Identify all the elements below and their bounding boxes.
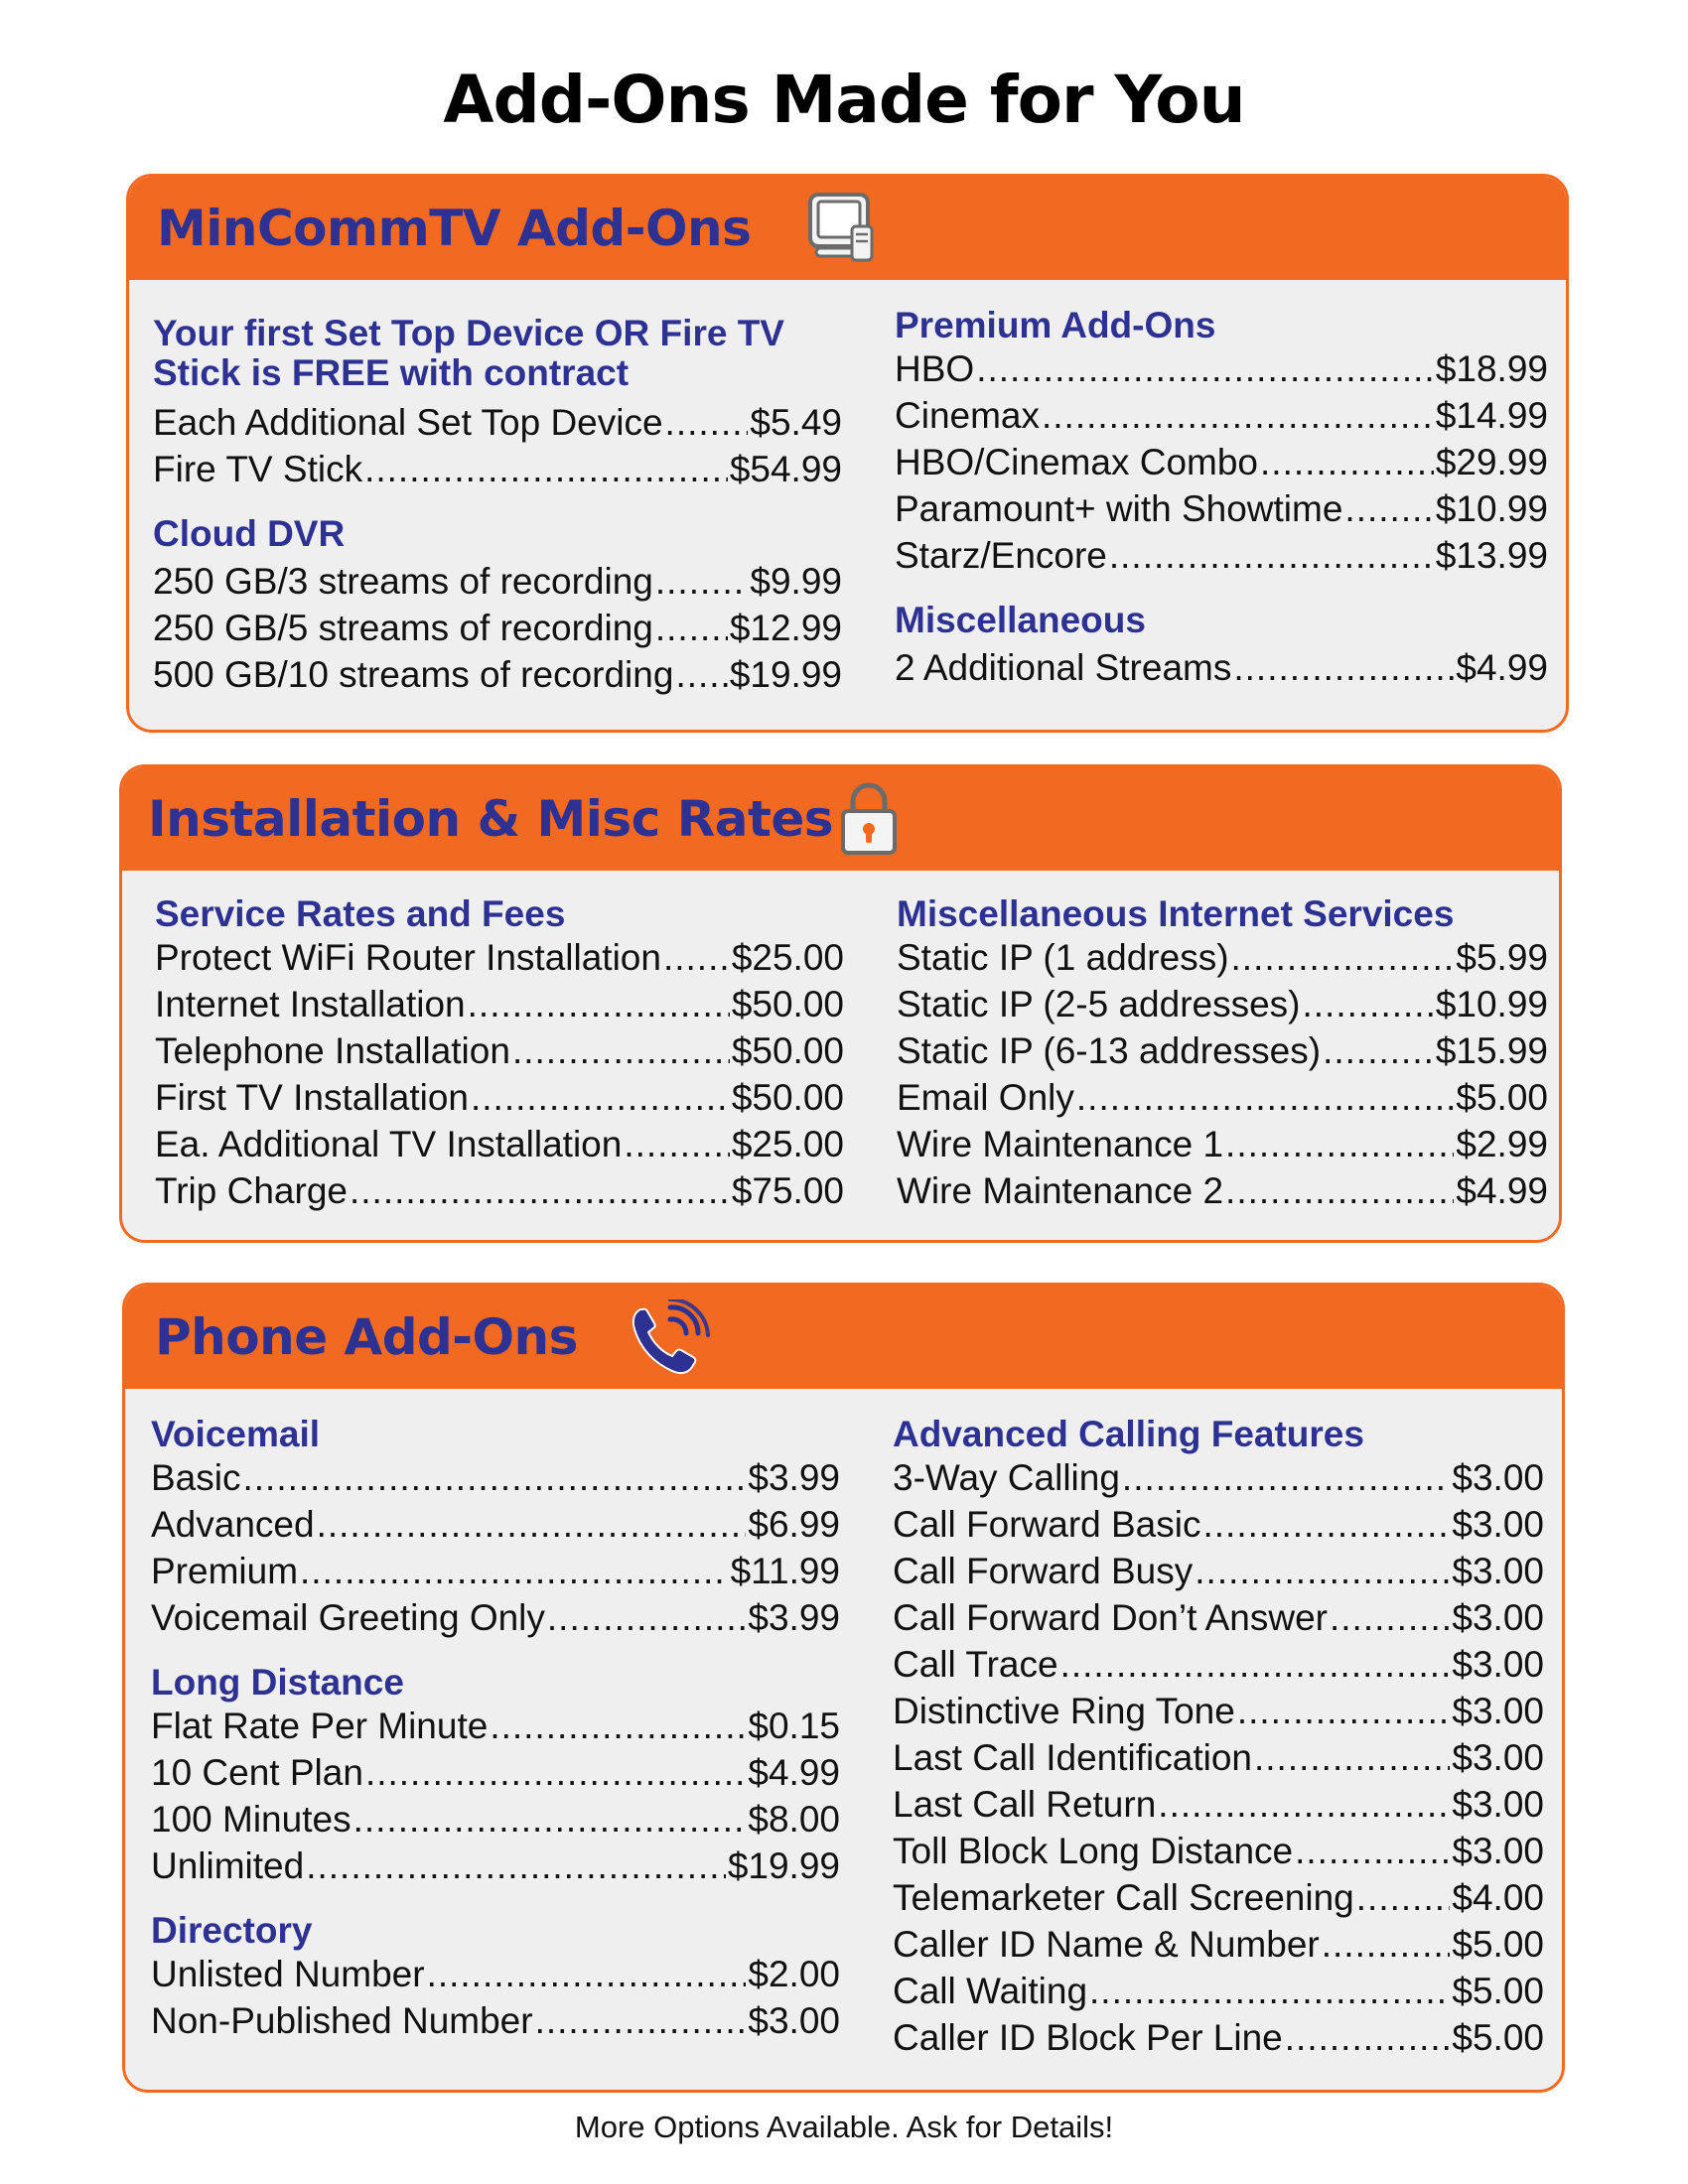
- price-row: [151, 1796, 840, 1843]
- price-row: [151, 1454, 840, 1501]
- price-row: [897, 1074, 1548, 1121]
- price-row: [897, 1121, 1548, 1167]
- item-price: $4.99: [1456, 647, 1548, 688]
- installation-card: [119, 764, 1562, 1243]
- price-row: [893, 1781, 1544, 1828]
- item-price: $3.00: [1452, 1504, 1544, 1545]
- long-distance-heading: Long Distance: [151, 1662, 404, 1703]
- item-label: HBO/Cinemax Combo: [895, 442, 1259, 482]
- item-label: Flat Rate Per Minute: [151, 1706, 489, 1746]
- item-label: Call Forward Don’t Answer: [893, 1597, 1328, 1638]
- price-row: [151, 1501, 840, 1548]
- item-label: 10 Cent Plan: [151, 1752, 363, 1793]
- miscellaneous-heading: Miscellaneous: [895, 600, 1146, 640]
- price-row: [155, 934, 844, 981]
- item-price: $3.00: [1452, 1457, 1544, 1498]
- item-price: $9.99: [750, 561, 842, 602]
- advanced-calling-heading: Advanced Calling Features: [893, 1414, 1364, 1454]
- item-label: Last Call Return: [893, 1784, 1157, 1825]
- item-price: $15.99: [1435, 1030, 1548, 1071]
- item-price: $29.99: [1435, 442, 1548, 482]
- item-label: Basic: [151, 1457, 241, 1498]
- item-price: $4.99: [1456, 1170, 1548, 1211]
- item-label: Unlimited: [151, 1845, 305, 1886]
- price-row: [895, 392, 1548, 439]
- price-row: [895, 532, 1548, 579]
- price-row: [893, 1921, 1544, 1968]
- price-row: [151, 1703, 840, 1749]
- item-price: $3.99: [748, 1457, 840, 1498]
- price-row: [155, 1167, 844, 1214]
- padlock-icon: [839, 779, 899, 864]
- item-label: Distinctive Ring Tone: [893, 1691, 1235, 1731]
- service-rates-heading: Service Rates and Fees: [155, 893, 566, 934]
- item-label: Call Forward Basic: [893, 1504, 1201, 1545]
- premium-addons-heading: Premium Add-Ons: [895, 305, 1216, 345]
- phone-ringing-icon: [627, 1299, 710, 1384]
- item-price: $5.00: [1452, 2017, 1544, 2058]
- item-price: $25.00: [731, 937, 844, 978]
- item-label: 2 Additional Streams: [895, 647, 1232, 688]
- item-label: Advanced: [151, 1504, 315, 1545]
- item-label: Voicemail Greeting Only: [151, 1597, 545, 1638]
- tv-addons-card: [126, 174, 1569, 733]
- item-price: $2.99: [1456, 1124, 1548, 1164]
- item-label: Cinemax: [895, 395, 1040, 436]
- price-row: [893, 1734, 1544, 1781]
- item-price: $3.00: [1452, 1737, 1544, 1778]
- price-row: [897, 934, 1548, 981]
- price-row: [151, 1843, 840, 1889]
- footer-note: More Options Available. Ask for Details!: [574, 2110, 1114, 2144]
- item-label: Internet Installation: [155, 984, 466, 1024]
- item-price: $25.00: [731, 1124, 844, 1164]
- item-label: Protect WiFi Router Installation: [155, 937, 661, 978]
- price-row: [893, 1874, 1544, 1921]
- item-label: Static IP (2-5 addresses): [897, 984, 1301, 1024]
- item-label: Paramount+ with Showtime: [895, 488, 1343, 529]
- item-price: $50.00: [731, 984, 844, 1024]
- item-price: $50.00: [731, 1077, 844, 1118]
- tv-left-column: [153, 314, 842, 698]
- item-price: $3.00: [1452, 1831, 1544, 1871]
- item-label: Telephone Installation: [155, 1030, 510, 1071]
- item-label: Email Only: [897, 1077, 1074, 1118]
- price-row: [151, 1749, 840, 1796]
- item-price: $8.00: [748, 1799, 840, 1840]
- item-price: $18.99: [1435, 348, 1548, 389]
- install-left-column: [155, 894, 844, 1214]
- phone-addons-title: Phone Add-Ons: [155, 1308, 578, 1366]
- misc-internet-heading: Miscellaneous Internet Services: [897, 893, 1455, 934]
- item-label: Static IP (6-13 addresses): [897, 1030, 1322, 1071]
- item-label: 3-Way Calling: [893, 1457, 1120, 1498]
- price-row: [155, 1074, 844, 1121]
- item-price: $3.00: [1452, 1597, 1544, 1638]
- item-price: $5.99: [1456, 937, 1548, 978]
- item-price: $4.00: [1452, 1877, 1544, 1918]
- item-price: $75.00: [731, 1170, 844, 1211]
- tv-monitor-icon: [804, 189, 882, 273]
- price-row: [155, 1121, 844, 1167]
- item-price: $0.15: [748, 1706, 840, 1746]
- page-title: Add-Ons Made for You: [443, 62, 1245, 138]
- phone-left-column: [151, 1415, 840, 2044]
- tv-right-column: [895, 306, 1548, 691]
- price-row: [153, 605, 842, 651]
- item-price: $50.00: [731, 1030, 844, 1071]
- price-row: [893, 1968, 1544, 2014]
- price-row: [895, 345, 1548, 392]
- price-row: [155, 1027, 844, 1074]
- voicemail-heading: Voicemail: [151, 1414, 321, 1454]
- price-row: [151, 1997, 840, 2044]
- item-label: 250 GB/3 streams of recording: [153, 561, 653, 602]
- install-right-column: [897, 894, 1548, 1214]
- item-price: $12.99: [729, 608, 842, 648]
- price-row: [897, 1027, 1548, 1074]
- item-label: Static IP (1 address): [897, 937, 1229, 978]
- phone-addons-card: [122, 1283, 1565, 2093]
- item-label: Wire Maintenance 2: [897, 1170, 1224, 1211]
- item-label: Call Trace: [893, 1644, 1058, 1685]
- item-price: $11.99: [730, 1551, 840, 1591]
- directory-heading: Directory: [151, 1910, 313, 1951]
- item-label: 500 GB/10 streams of recording: [153, 654, 674, 695]
- item-price: $54.99: [729, 449, 842, 489]
- item-label: Caller ID Block Per Line: [893, 2017, 1283, 2058]
- item-label: Fire TV Stick: [153, 449, 363, 489]
- item-price: $5.00: [1452, 1971, 1544, 2011]
- item-price: $4.99: [748, 1752, 840, 1793]
- item-label: Non-Published Number: [151, 2000, 533, 2041]
- item-label: Starz/Encore: [895, 535, 1107, 576]
- item-price: $5.49: [750, 402, 842, 443]
- item-price: $3.00: [1452, 1784, 1544, 1825]
- item-label: Toll Block Long Distance: [893, 1831, 1294, 1871]
- item-price: $19.99: [727, 1845, 840, 1886]
- item-label: Unlisted Number: [151, 1954, 425, 1994]
- price-row: [151, 1951, 840, 1997]
- price-row: [153, 446, 842, 492]
- item-label: First TV Installation: [155, 1077, 469, 1118]
- installation-title: Installation & Misc Rates: [148, 790, 834, 848]
- price-row: [897, 1167, 1548, 1214]
- item-label: Last Call Identification: [893, 1737, 1252, 1778]
- item-price: $3.00: [1452, 1644, 1544, 1685]
- phone-right-column: [893, 1415, 1544, 2061]
- item-price: $19.99: [729, 654, 842, 695]
- item-price: $10.99: [1435, 984, 1548, 1024]
- price-row: [893, 1548, 1544, 1594]
- price-row: [893, 1501, 1544, 1548]
- item-label: HBO: [895, 348, 975, 389]
- price-row: [153, 399, 842, 446]
- price-row: [893, 1454, 1544, 1501]
- price-row: [153, 651, 842, 698]
- item-label: Premium: [151, 1551, 299, 1591]
- cloud-dvr-heading: Cloud DVR: [153, 513, 346, 554]
- price-row: [151, 1594, 840, 1641]
- item-price: $3.99: [748, 1597, 840, 1638]
- item-label: Each Additional Set Top Device: [153, 402, 663, 443]
- item-label: 100 Minutes: [151, 1799, 352, 1840]
- item-price: $13.99: [1435, 535, 1548, 576]
- price-row: [893, 1594, 1544, 1641]
- item-label: Ea. Additional TV Installation: [155, 1124, 623, 1164]
- price-row: [893, 1641, 1544, 1688]
- item-price: $3.00: [1452, 1691, 1544, 1731]
- item-price: $10.99: [1435, 488, 1548, 529]
- item-price: $3.00: [748, 2000, 840, 2041]
- item-label: Call Forward Busy: [893, 1551, 1194, 1591]
- price-row: [897, 981, 1548, 1027]
- item-label: Telemarketer Call Screening: [893, 1877, 1354, 1918]
- price-row: [153, 558, 842, 605]
- tv-addons-title: MinCommTV Add-Ons: [157, 200, 752, 257]
- item-label: Caller ID Name & Number: [893, 1924, 1320, 1965]
- price-row: [151, 1548, 840, 1594]
- item-label: Call Waiting: [893, 1971, 1088, 2011]
- item-price: $6.99: [748, 1504, 840, 1545]
- free-device-heading-line1: Your first Set Top Device OR Fire TV: [153, 313, 784, 353]
- item-price: $3.00: [1452, 1551, 1544, 1591]
- price-row: [893, 2014, 1544, 2061]
- price-row: [893, 1688, 1544, 1734]
- item-price: $2.00: [748, 1954, 840, 1994]
- item-price: $14.99: [1435, 395, 1548, 436]
- free-device-heading-line2: Stick is FREE with contract: [153, 352, 630, 393]
- item-label: Trip Charge: [155, 1170, 348, 1211]
- item-price: $5.00: [1452, 1924, 1544, 1965]
- item-price: $5.00: [1456, 1077, 1548, 1118]
- item-label: Wire Maintenance 1: [897, 1124, 1224, 1164]
- item-label: 250 GB/5 streams of recording: [153, 608, 653, 648]
- price-row: [155, 981, 844, 1027]
- price-row: [895, 644, 1548, 691]
- price-row: [895, 439, 1548, 485]
- price-row: [895, 485, 1548, 532]
- price-row: [893, 1828, 1544, 1874]
